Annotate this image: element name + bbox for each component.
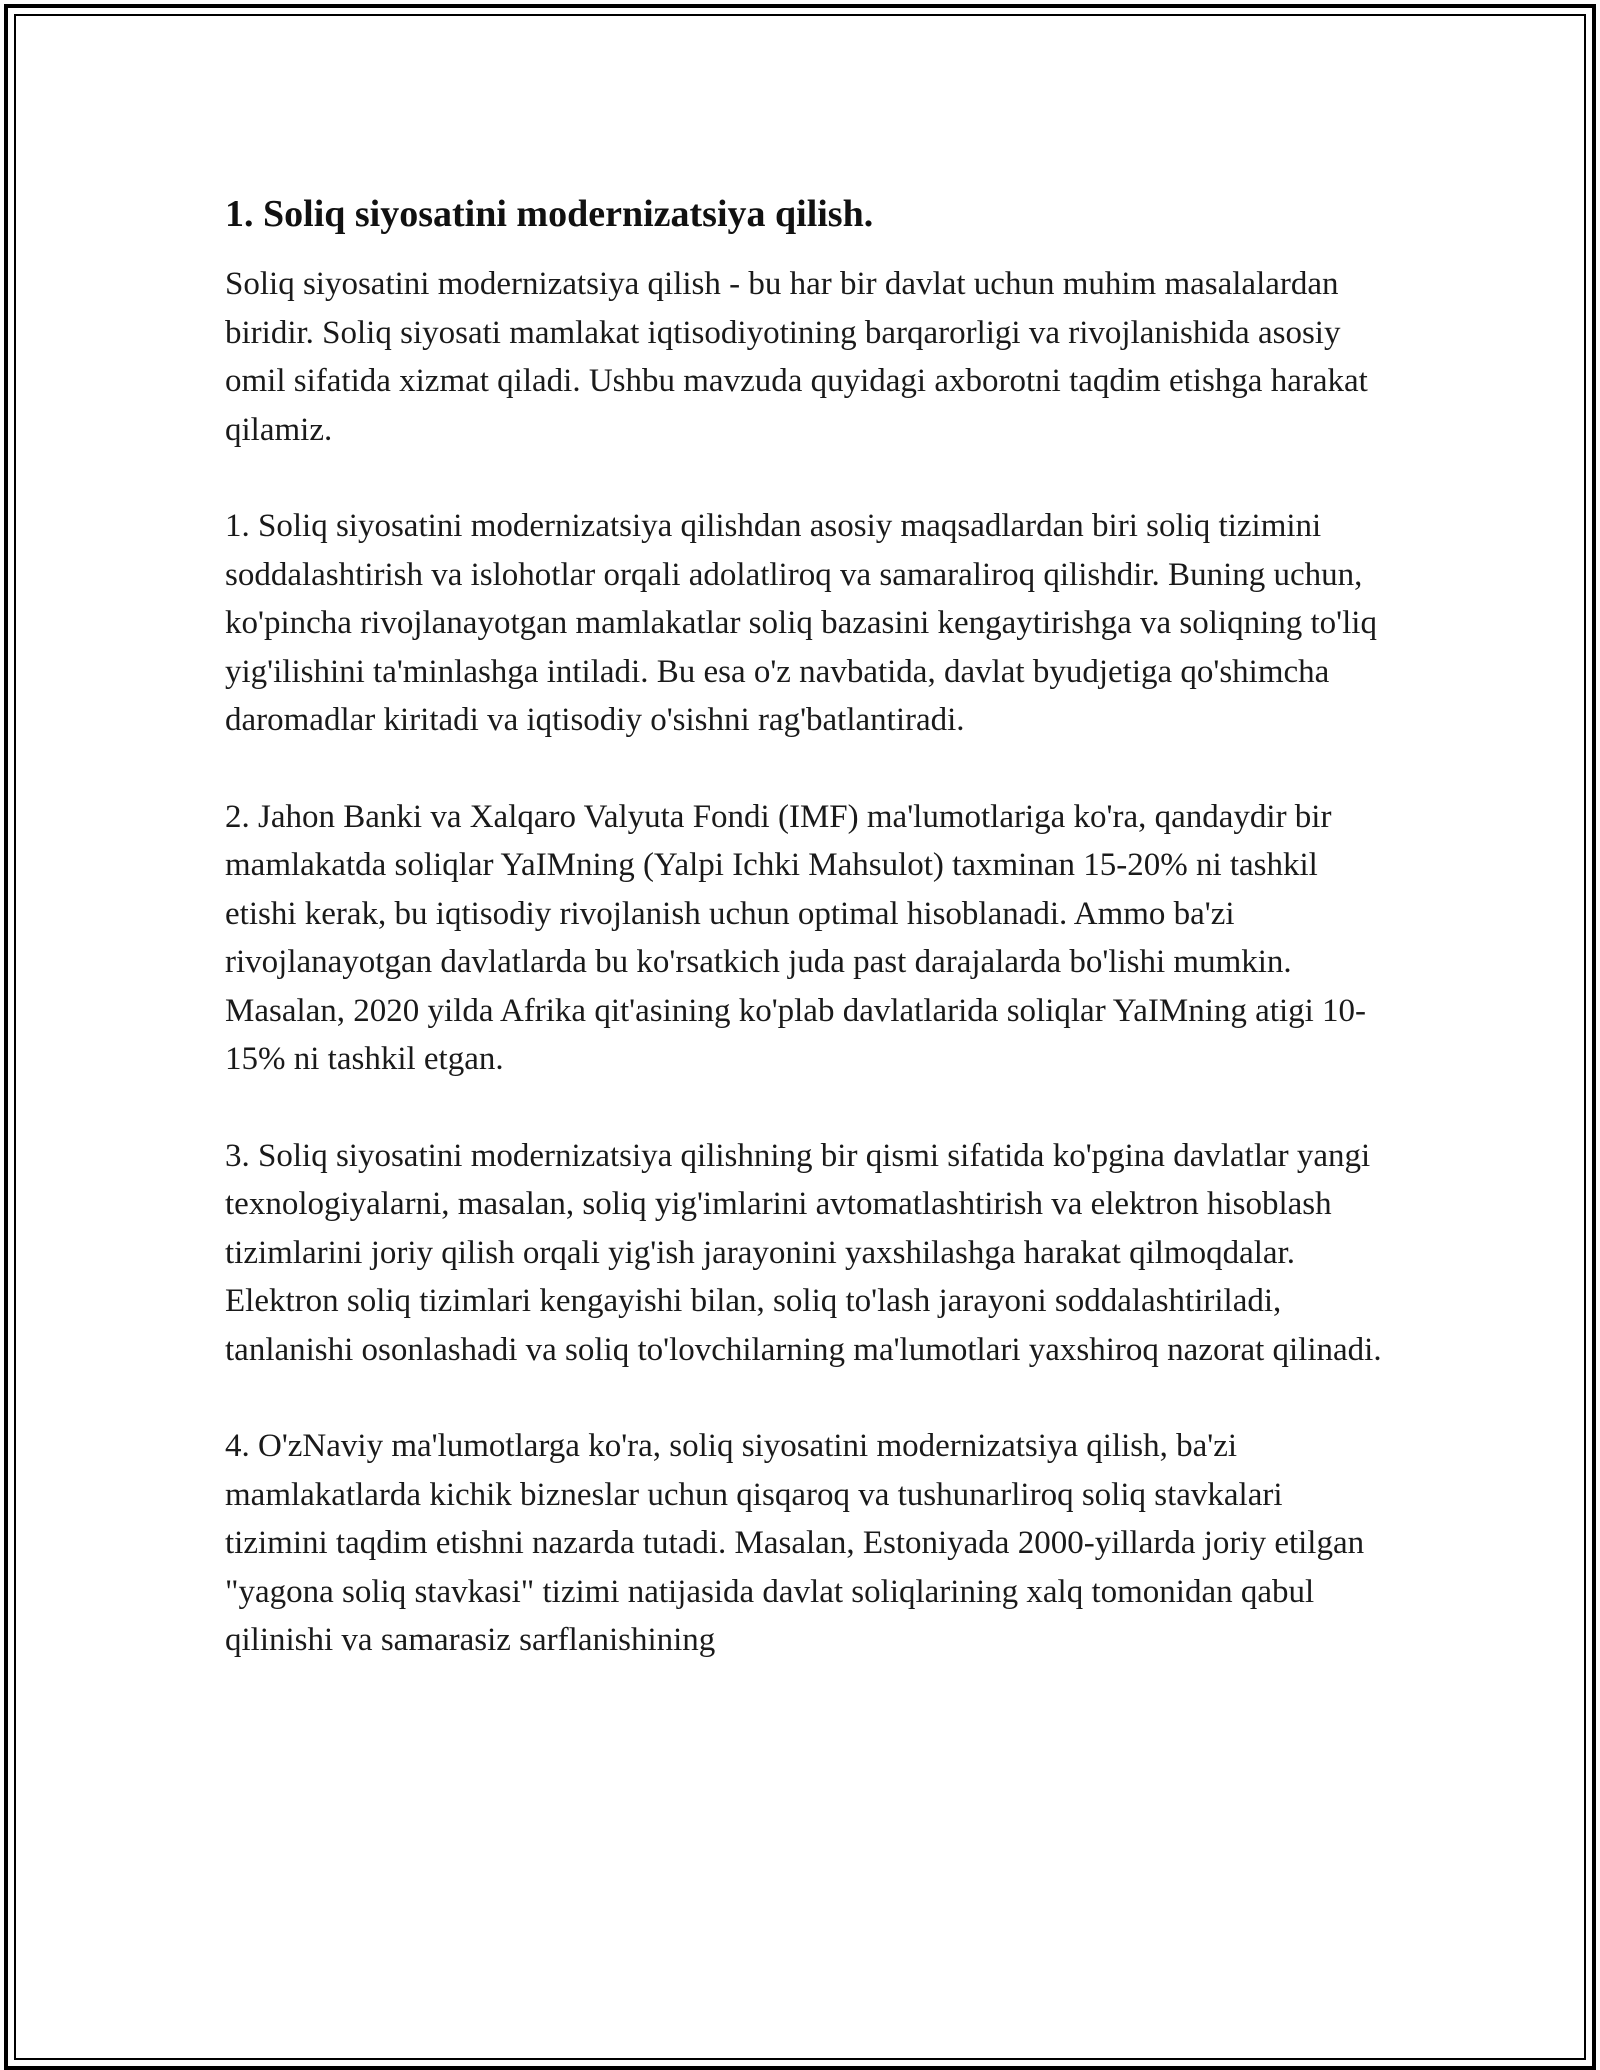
paragraph-1: 1. Soliq siyosatini modernizatsiya qilishdan asosiy maqsadlardan biri soliq tizimini soddalashtirish va islohotlar orqali adolatliroq va samaraliroq qilishdir. Buning uchun, ko'pincha rivojlanayotgan mamlakatlar soliq bazasini kengaytirishga va soliqning to'liq yig'ilishini ta'minlashga intiladi. Bu esa o'z navbatida, davlat byudjetiga qo'shimcha daromadlar kiritadi va iqtisodiy o'sishni rag'batlantiradi. <box>225 508 1377 738</box>
document-title: 1. Soliq siyosatini modernizatsiya qilish. <box>225 193 874 235</box>
paragraph-4: 4. O'zNaviy ma'lumotlarga ko'ra, soliq siyosatini modernizatsiya qilish, ba'zi mamlakatlarda kichik bizneslar uchun qisqaroq va tushunarliroq soliq stavkalari tizimini taqdim etishni nazarda tutadi. Masalan, Estoniyada 2000-yillarda joriy etilgan "yagona soliq stavkasi" tizimi natijasida davlat soliqlarining xalq tomonidan qabul qilinishi va samarasiz sarflanishining <box>225 1428 1365 1658</box>
paragraph-3: 3. Soliq siyosatini modernizatsiya qilishning bir qismi sifatida ko'pgina davlatlar yangi texnologiyalarni, masalan, soliq yig'imlarini avtomatlashtirish va elektron hisoblash tizimlarini joriy qilish orqali yig'ish jarayonini yaxshilashga harakat qilmoqdalar. Elektron soliq tizimlari kengayishi bilan, soliq to'lash jarayoni soddalashtiriladi, tanlanishi osonlashadi va soliq to'lovchilarning ma'lumotlari yaxshiroq nazorat qilinadi. <box>225 1137 1382 1368</box>
paragraph-2: 2. Jahon Banki va Xalqaro Valyuta Fondi (IMF) ma'lumotlariga ko'ra, qandaydir bir mamlakatda soliqlar YaIMning (Yalpi Ichki Mahsulot) taxminan 15-20% ni tashkil etishi kerak, bu iqtisodiy rivojlanish uchun optimal hisoblanadi. Ammo ba'zi rivojlanayotgan davlatlarda bu ko'rsatkich juda past darajalarda bo'lishi mumkin. Masalan, 2020 yilda Afrika qit'asining ko'plab davlatlarida soliqlar YaIMning atigi 10-15% ni tashkil etgan. <box>225 798 1367 1077</box>
intro-paragraph: Soliq siyosatini modernizatsiya qilish - bu har bir davlat uchun muhim masalalardan biridir. Soliq siyosati mamlakat iqtisodiyotining barqarorligi va rivojlanishida asosiy omil sifatida xizmat qiladi. Ushbu mavzuda quyidagi axborotni taqdim etishga harakat qilamiz. <box>225 266 1368 448</box>
document-body <box>225 190 1385 1713</box>
